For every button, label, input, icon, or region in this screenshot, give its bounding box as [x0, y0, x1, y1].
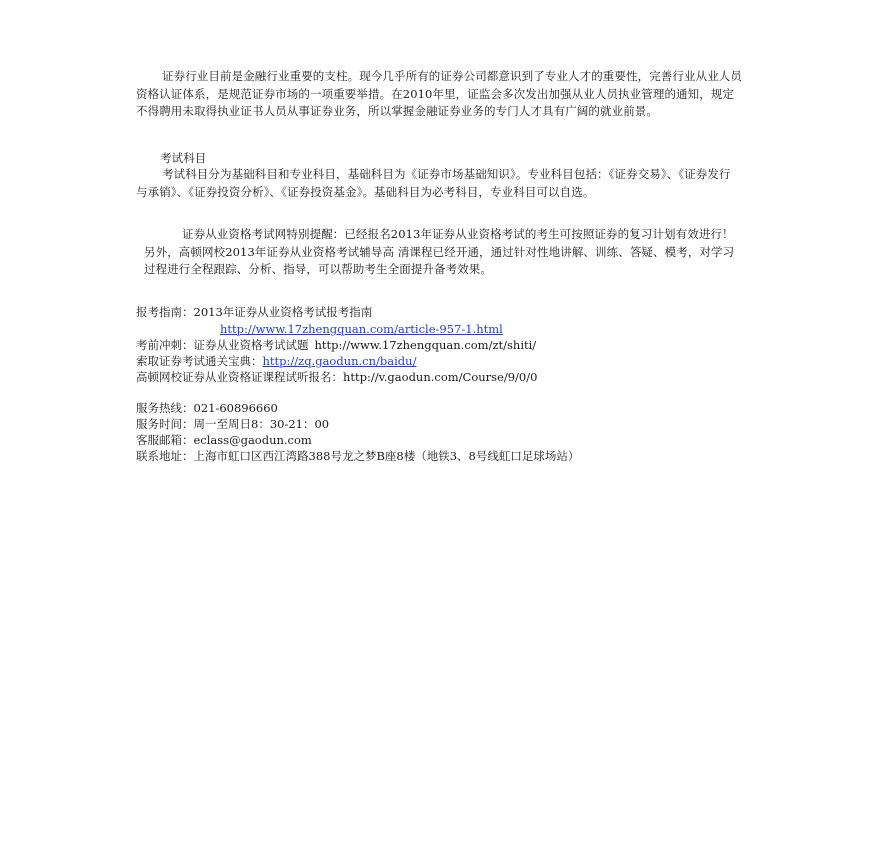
hours-value: 周一至周日8：30-21：00	[193, 417, 330, 431]
subjects-paragraph: 考试科目分为基础科目和专业科目，基础科目为《证券市场基础知识》。专业科目包括：《证券交易》、《证券发行与承销》、《证券投资分析》、《证券投资基金》。基础科目为必考科目，专业科目可以自选。	[136, 167, 731, 199]
address-label: 联系地址：	[136, 449, 194, 463]
hours-label: 服务时间：	[136, 417, 194, 431]
email-value[interactable]: eclass@gaodun.com	[193, 433, 312, 447]
sprint-label: 考前冲刺：	[136, 338, 194, 352]
treasure-link[interactable]: http://zq.gaodun.cn/baidu/	[262, 354, 417, 368]
email-line	[136, 432, 312, 449]
treasure-line	[136, 353, 416, 370]
guide-text: 2013年证券从业资格考试报考指南	[193, 305, 373, 319]
intro-paragraph: 证券行业目前是金融行业重要的支柱。现今几乎所有的证券公司都意识到了专业人才的重要性，完善行业从业人员资格认证体系，是规范证券市场的一项重要举措。在2010年里，证监会多次发出加强从业人员执业管理的通知，规定不得聘用未取得执业证书人员从事证券业务，所以掌握金融证券业务的专门人才具有广阔的就业前景。	[136, 69, 742, 118]
hotline-label: 服务热线：	[136, 401, 194, 415]
guide-link[interactable]: http://www.17zhengquan.com/article-957-1.html	[220, 322, 503, 336]
reminder-paragraph: 证券从业资格考试网特别提醒：已经报名2013年证券从业资格考试的考生可按照证券的复习计划有效进行！另外，高顿网校2013年证券从业资格考试辅导高 清课程已经开通，通过针对性地讲解、训练、答疑、模考，对学习过程进行全程跟踪、分析、指导，可以帮助考生全面提升备考效果。	[144, 227, 735, 276]
sprint-text: 证券从业资格考试试题	[193, 338, 309, 352]
hotline-line	[136, 400, 278, 417]
subjects-heading: 考试科目	[160, 151, 207, 165]
treasure-label: 索取证券考试通关宝典：	[136, 354, 263, 368]
trial-label: 高顿网校证券从业资格证课程试听报名：	[136, 370, 343, 384]
guide-url-line	[220, 321, 503, 338]
trial-line	[136, 369, 537, 386]
hotline-value: 021-60896660	[193, 401, 278, 415]
guide-label: 报考指南：	[136, 305, 194, 319]
email-label: 客服邮箱：	[136, 433, 194, 447]
address-line	[136, 448, 579, 465]
trial-url[interactable]: http://v.gaodun.com/Course/9/0/0	[343, 370, 538, 384]
address-value: 上海市虹口区西江湾路388号龙之梦B座8楼（地铁3、8号线虹口足球场站）	[193, 449, 580, 463]
hours-line	[136, 416, 329, 433]
sprint-line	[136, 337, 536, 354]
sprint-url[interactable]: http://www.17zhengquan.com/zt/shiti/	[314, 338, 537, 352]
guide-line	[136, 304, 372, 321]
